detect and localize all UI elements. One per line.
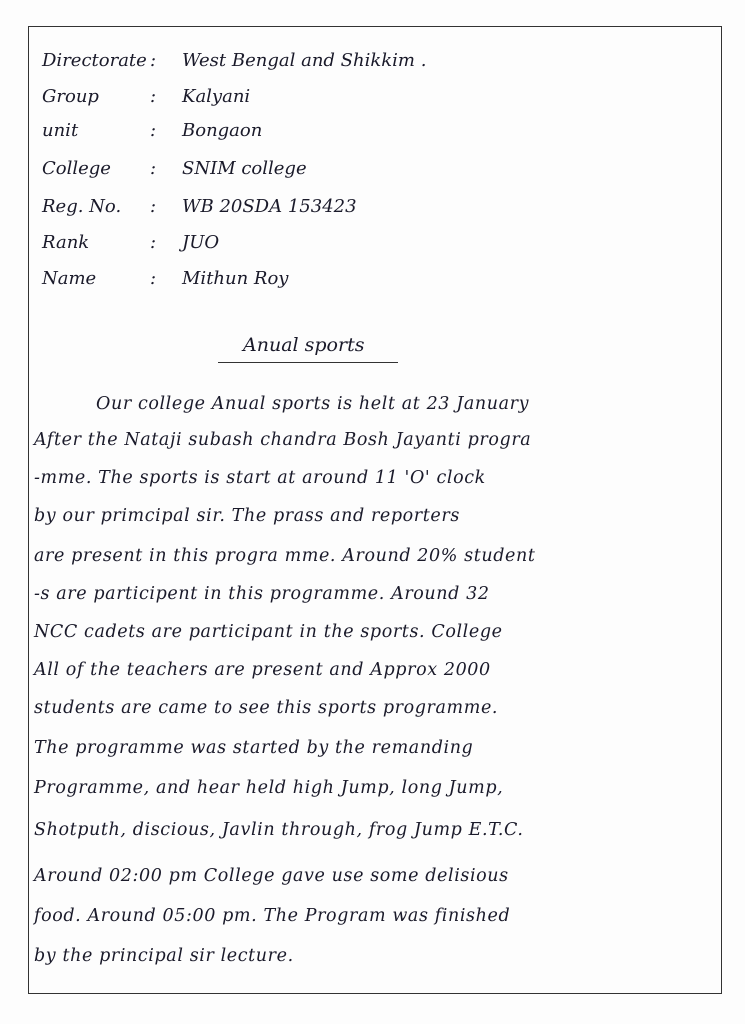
info-value: Kalyani bbox=[182, 86, 251, 107]
body-line: -mme. The sports is start at around 11 'O' clock bbox=[34, 468, 486, 488]
info-value: West Bengal and Shikkim . bbox=[182, 50, 427, 71]
body-line: After the Nataji subash chandra Bosh Jayanti progra bbox=[34, 430, 532, 450]
info-label: College bbox=[42, 158, 111, 179]
info-label: Reg. No. bbox=[42, 196, 122, 217]
info-label: Directorate bbox=[42, 50, 147, 71]
info-value: SNIM college bbox=[182, 158, 307, 179]
essay-heading: Anual sports bbox=[243, 334, 365, 356]
info-value: WB 20SDA 153423 bbox=[182, 196, 357, 217]
body-line: -s are participent in this programme. Around 32 bbox=[34, 584, 490, 604]
body-line: Shotputh, discious, Javlin through, frog Jump E.T.C. bbox=[34, 820, 524, 840]
body-line: NCC cadets are participant in the sports. College bbox=[34, 622, 503, 642]
heading-underline bbox=[218, 362, 398, 363]
info-value: Mithun Roy bbox=[182, 268, 289, 289]
body-line: The programme was started by the remanding bbox=[34, 738, 474, 758]
body-line: Around 02:00 pm College gave use some delisious bbox=[34, 866, 509, 886]
info-colon: : bbox=[150, 196, 157, 217]
info-label: Group bbox=[42, 86, 99, 107]
body-line: students are came to see this sports programme. bbox=[34, 698, 499, 718]
info-colon: : bbox=[150, 50, 157, 71]
info-colon: : bbox=[150, 158, 157, 179]
info-colon: : bbox=[150, 232, 157, 253]
body-line: by the principal sir lecture. bbox=[34, 946, 294, 966]
body-line: are present in this progra mme. Around 20% student bbox=[34, 546, 536, 566]
info-colon: : bbox=[150, 120, 157, 141]
body-line: by our primcipal sir. The prass and reporters bbox=[34, 506, 460, 526]
info-label: unit bbox=[42, 120, 79, 141]
info-colon: : bbox=[150, 86, 157, 107]
info-colon: : bbox=[150, 268, 157, 289]
body-line: Programme, and hear held high Jump, long Jump, bbox=[34, 778, 504, 798]
body-line: Our college Anual sports is helt at 23 January bbox=[96, 394, 530, 414]
body-line: All of the teachers are present and Approx 2000 bbox=[34, 660, 491, 680]
info-label: Rank bbox=[42, 232, 90, 253]
info-label: Name bbox=[42, 268, 97, 289]
info-value: Bongaon bbox=[182, 120, 263, 141]
body-line: food. Around 05:00 pm. The Program was finished bbox=[34, 906, 511, 926]
info-value: JUO bbox=[182, 232, 220, 253]
